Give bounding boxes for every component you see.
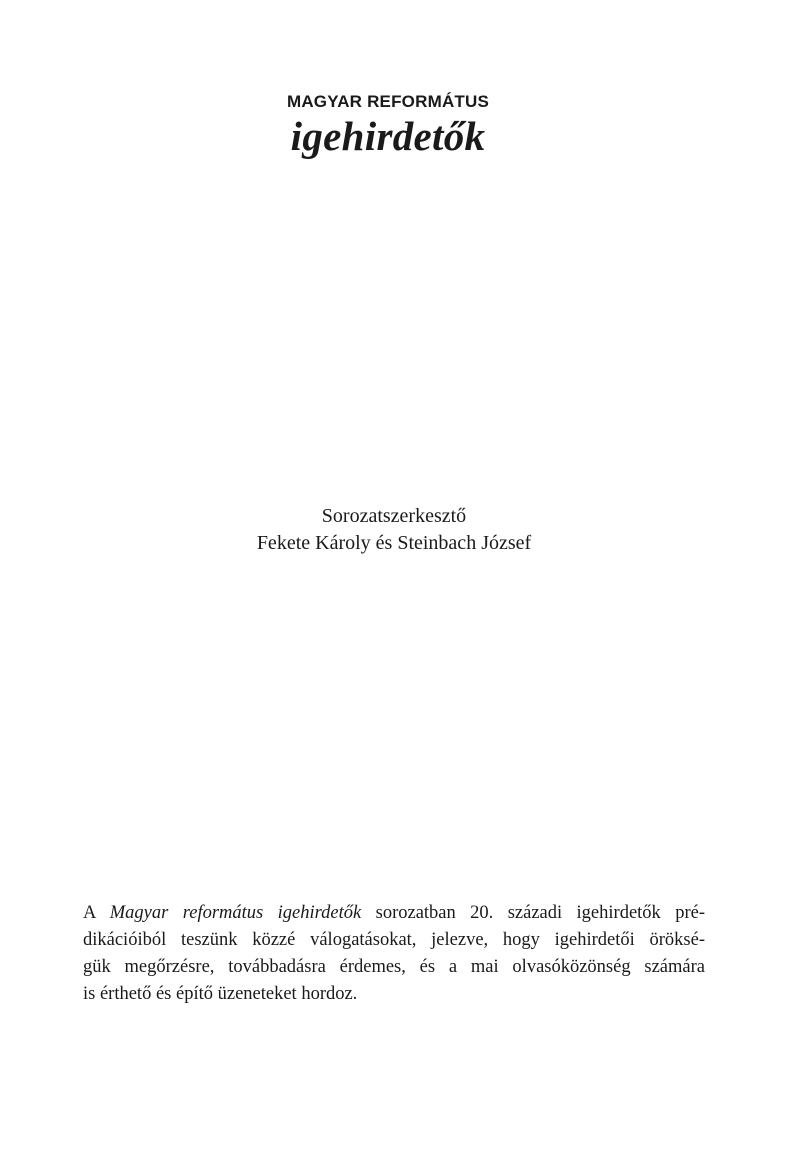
series-kicker: MAGYAR REFORMÁTUS bbox=[286, 92, 490, 111]
editors-label: Sorozatszerkesztő bbox=[321, 505, 467, 527]
description-line-2: dikációiból teszünk közzé válogatásokat, jelezve, hogy igehirdetői öröksé- bbox=[83, 930, 705, 950]
description-line-4: is érthető és építő üzeneteket hordoz. bbox=[83, 984, 358, 1004]
description-prefix: A bbox=[83, 903, 110, 923]
series-editors bbox=[0, 503, 788, 557]
editors-names: Fekete Károly és Steinbach József bbox=[256, 532, 532, 554]
series-title: igehirdetők bbox=[290, 113, 486, 159]
description-line-1 bbox=[83, 900, 705, 927]
series-description bbox=[83, 900, 705, 1008]
description-suffix: sorozatban 20. századi igehirdetők pré- bbox=[361, 903, 705, 923]
description-line-3: gük megőrzésre, továbbadásra érdemes, és a mai olvasóközönség számára bbox=[83, 957, 705, 977]
description-series-name: Magyar református igehirdetők bbox=[109, 903, 362, 923]
